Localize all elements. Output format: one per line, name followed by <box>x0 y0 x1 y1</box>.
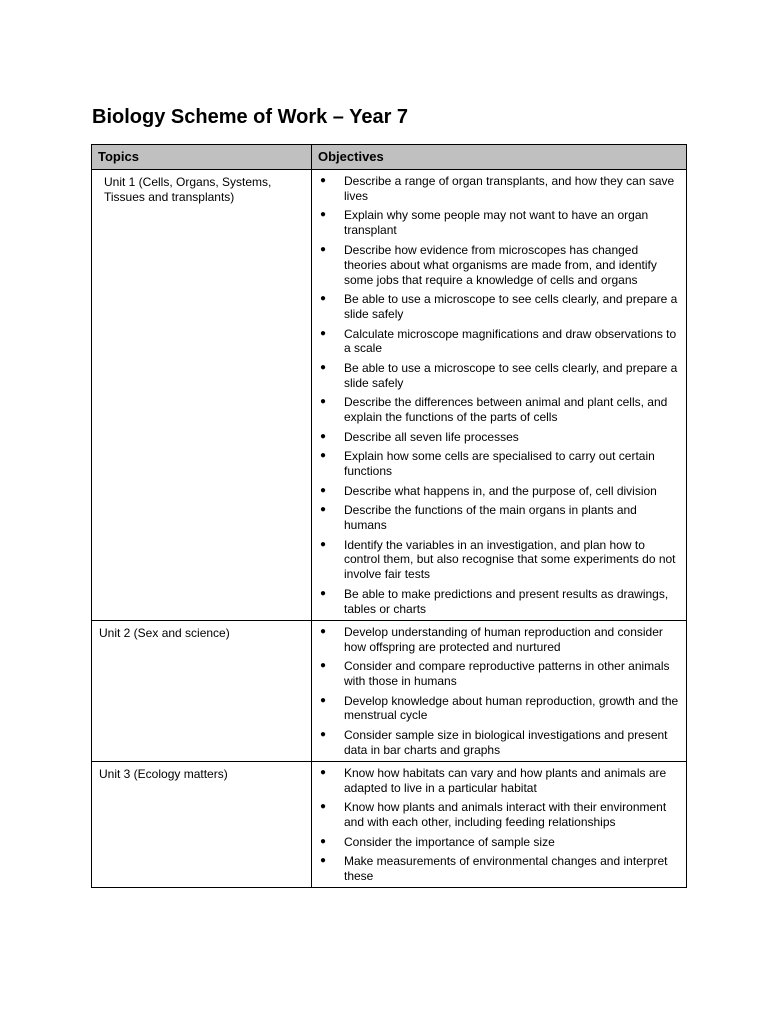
objective-text: Describe what happens in, and the purpose of, cell division <box>344 483 657 498</box>
objective-item <box>320 766 680 796</box>
unit-row <box>92 620 687 761</box>
bullet-icon: ● <box>320 504 327 516</box>
bullet-icon: ● <box>320 625 327 637</box>
objective-text: Describe how evidence from microscopes has changed theories about what organisms are made from, and identify some jobs that require a knowledge of cells and organs <box>344 242 657 287</box>
objective-text: Identify the variables in an investigation, and plan how to control them, but also recognise that some experiments do not involve fair tests <box>344 537 676 582</box>
objective-text: Know how habitats can vary and how plants and animals are adapted to live in a particular habitat <box>344 765 667 795</box>
bullet-icon: ● <box>320 243 327 255</box>
objective-text: Describe the functions of the main organs in plants and humans <box>344 503 637 533</box>
objective-text: Be able to use a microscope to see cells clearly, and prepare a slide safely <box>344 292 678 322</box>
objective-text: Consider sample size in biological investigations and present data in bar charts and graphs <box>344 727 668 757</box>
objective-text: Describe the differences between animal and plant cells, and explain the functions of the parts of cells <box>344 395 668 425</box>
bullet-icon: ● <box>320 855 327 867</box>
objective-item <box>320 484 680 499</box>
objective-item <box>320 835 680 850</box>
unit-objectives <box>312 761 687 887</box>
objective-text: Be able to use a microscope to see cells clearly, and prepare a slide safely <box>344 360 678 390</box>
unit-objectives <box>312 620 687 761</box>
bullet-icon: ● <box>320 361 327 373</box>
bullet-icon: ● <box>320 175 327 186</box>
unit-topic: Unit 3 (Ecology matters) <box>92 761 312 887</box>
objective-text: Describe a range of organ transplants, and how they can save lives <box>344 174 675 203</box>
objective-item <box>320 503 680 533</box>
unit-row <box>92 761 687 887</box>
page-title: Biology Scheme of Work – Year 7 <box>92 106 409 128</box>
objective-text: Know how plants and animals interact with their environment and with each other, including feeding relationships <box>344 800 667 830</box>
unit-row <box>92 170 687 621</box>
unit-topic: Unit 2 (Sex and science) <box>92 620 312 761</box>
objective-item <box>320 361 680 391</box>
objective-item <box>320 327 680 357</box>
bullet-icon: ● <box>320 293 327 305</box>
objective-item <box>320 800 680 830</box>
units-body <box>92 170 687 888</box>
objective-item <box>320 587 680 617</box>
bullet-icon: ● <box>320 660 327 672</box>
scheme-of-work-table <box>91 144 687 888</box>
objectives-list <box>320 766 680 884</box>
objective-text: Consider and compare reproductive patterns in other animals with those in humans <box>344 659 670 688</box>
objective-text: Develop knowledge about human reproduction, growth and the menstrual cycle <box>344 693 679 723</box>
objective-text: Explain why some people may not want to have an organ transplant <box>344 208 649 238</box>
objectives-list <box>320 174 680 617</box>
objectives-header <box>312 145 687 170</box>
objective-text: Calculate microscope magnifications and draw observations to a scale <box>344 326 677 356</box>
objective-item <box>320 538 680 583</box>
unit-objectives <box>312 170 687 621</box>
bullet-icon: ● <box>320 587 327 599</box>
topics-header <box>92 145 312 170</box>
header-row <box>92 145 687 170</box>
objective-item <box>320 625 680 655</box>
objective-item <box>320 292 680 322</box>
bullet-icon: ● <box>320 450 327 462</box>
objective-item <box>320 854 680 884</box>
objectives-list <box>320 625 680 758</box>
bullet-icon: ● <box>320 327 327 339</box>
objective-item <box>320 728 680 758</box>
objective-text: Describe all seven life processes <box>344 429 519 444</box>
objective-text: Develop understanding of human reproduction and consider how offspring are protected and nurtured <box>344 624 663 654</box>
bullet-icon: ● <box>320 484 327 496</box>
bullet-icon: ● <box>320 430 327 442</box>
objective-text: Be able to make predictions and present results as drawings, tables or charts <box>344 586 669 616</box>
bullet-icon: ● <box>320 209 327 221</box>
objective-text: Consider the importance of sample size <box>344 834 555 849</box>
objective-text: Explain how some cells are specialised to carry out certain functions <box>344 449 655 479</box>
objective-item <box>320 659 680 689</box>
objective-item <box>320 430 680 445</box>
bullet-icon: ● <box>320 801 327 813</box>
bullet-icon: ● <box>320 538 327 550</box>
objective-item <box>320 208 680 238</box>
bullet-icon: ● <box>320 694 327 706</box>
objective-text: Make measurements of environmental changes and interpret these <box>344 854 668 883</box>
bullet-icon: ● <box>320 835 327 847</box>
bullet-icon: ● <box>320 396 327 408</box>
objective-item <box>320 694 680 724</box>
objective-item <box>320 395 680 425</box>
bullet-icon: ● <box>320 766 327 778</box>
unit-topic: Unit 1 (Cells, Organs, Systems, Tissues and transplants) <box>92 170 312 621</box>
objective-item <box>320 449 680 479</box>
objective-item <box>320 243 680 288</box>
bullet-icon: ● <box>320 728 327 740</box>
objectives-header-label: Objectives <box>318 149 384 164</box>
topics-header-label: Topics <box>98 149 139 164</box>
objective-item <box>320 174 680 204</box>
